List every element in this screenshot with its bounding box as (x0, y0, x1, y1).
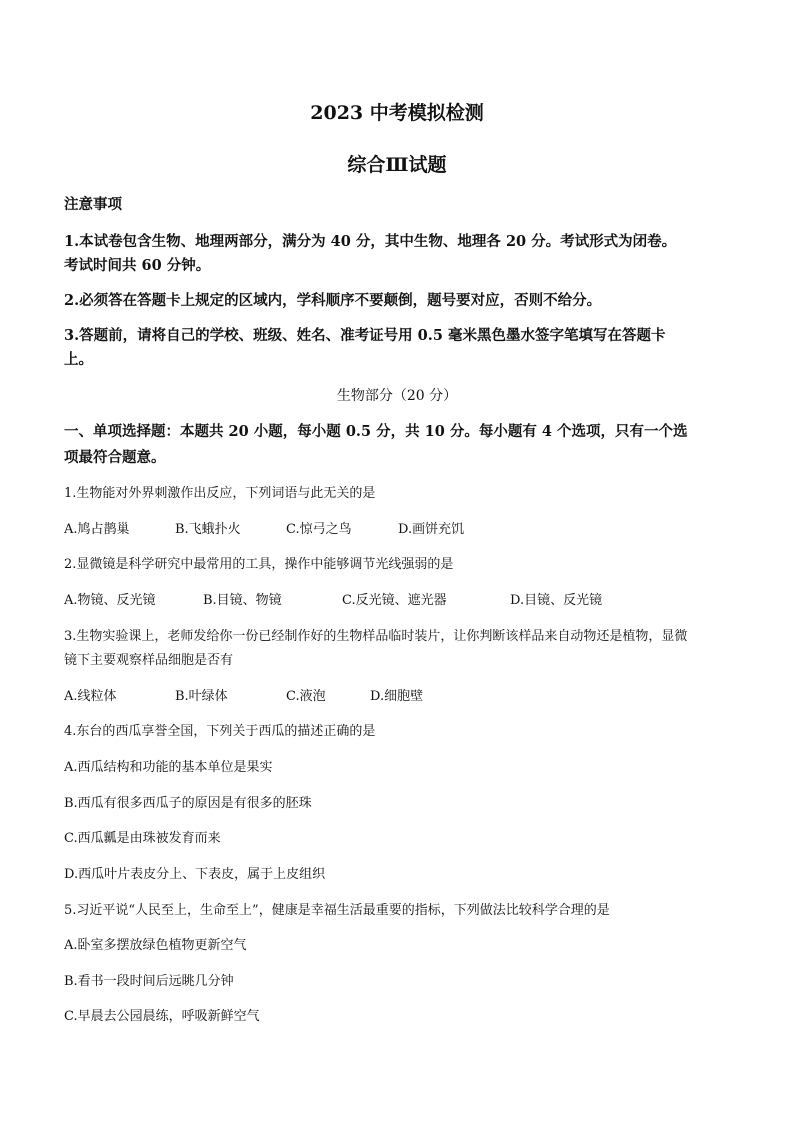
question-3-option-b: B.叶绿体 (175, 689, 228, 704)
question-3-stem-line-2: 镜下主要观察样品细胞是否有 (64, 653, 234, 668)
question-5-option-b: B.看书一段时间后远眺几分钟 (64, 974, 234, 989)
question-1-stem: 1.生物能对外界刺激作出反应，下列词语与此无关的是 (64, 486, 376, 501)
question-4-option-b: B.西瓜有很多西瓜子的原因是有很多的胚珠 (64, 796, 312, 811)
exam-title: 2023 中考模拟检测 (310, 102, 484, 124)
part1-instructions-line-1: 一、单项选择题：本题共 20 小题，每小题 0.5 分，共 10 分。每小题有 4 个选项，只有一个选 (64, 423, 688, 440)
question-3-option-d: D.细胞壁 (370, 689, 424, 704)
question-3-option-c: C.液泡 (286, 689, 326, 704)
question-2-option-c: C.反光镜、遮光器 (342, 593, 447, 608)
question-5-option-c: C.早晨去公园晨练，呼吸新鲜空气 (64, 1009, 260, 1024)
notes-heading: 注意事项 (64, 196, 122, 213)
question-1-option-d: D.画饼充饥 (398, 522, 465, 537)
part1-instructions-line-2: 项最符合题意。 (64, 449, 166, 466)
question-3-option-a: A.线粒体 (64, 689, 117, 704)
exam-subtitle: 综合Ⅲ试题 (347, 154, 447, 176)
question-1-option-b: B.飞蛾扑火 (175, 522, 241, 537)
question-4-option-d: D.西瓜叶片表皮分上、下表皮，属于上皮组织 (64, 867, 326, 882)
question-4-stem: 4.东台的西瓜享誉全国，下列关于西瓜的描述正确的是 (64, 724, 376, 739)
question-3-stem-line-1: 3.生物实验课上，老师发给你一份已经制作好的生物样品临时装片，让你判断该样品来自动物还是植物，显微 (64, 629, 688, 644)
question-1-option-a: A.鸠占鹊巢 (64, 522, 130, 537)
notes-item-2: 2.必须答在答题卡上规定的区域内，学科顺序不要颠倒，题号要对应，否则不给分。 (64, 292, 602, 309)
question-2-stem: 2.显微镜是科学研究中最常用的工具，操作中能够调节光线强弱的是 (64, 557, 454, 572)
question-4-option-c: C.西瓜瓤是由珠被发育而来 (64, 831, 221, 846)
question-2-option-b: B.目镜、物镜 (203, 593, 282, 608)
question-5-option-a: A.卧室多摆放绿色植物更新空气 (64, 938, 247, 953)
biology-section-title: 生物部分（20 分） (336, 388, 458, 404)
notes-item-1-line-1: 1.本试卷包含生物、地理两部分，满分为 40 分，其中生物、地理各 20 分。考试形式为闭卷。 (64, 233, 677, 250)
notes-item-3-line-1: 3.答题前，请将自己的学校、班级、姓名、准考证号用 0.5 毫米黑色墨水签字笔填写在答题卡 (64, 327, 666, 344)
notes-item-1-line-2: 考试时间共 60 分钟。 (64, 257, 211, 274)
notes-item-3-line-2: 上。 (64, 351, 93, 368)
question-5-stem: 5.习近平说“人民至上，生命至上”，健康是幸福生活最重要的指标，下列做法比较科学合理的是 (64, 903, 610, 918)
question-4-option-a: A.西瓜结构和功能的基本单位是果实 (64, 760, 273, 775)
question-2-option-d: D.目镜、反光镜 (510, 593, 603, 608)
question-2-option-a: A.物镜、反光镜 (64, 593, 156, 608)
question-1-option-c: C.惊弓之鸟 (286, 522, 352, 537)
